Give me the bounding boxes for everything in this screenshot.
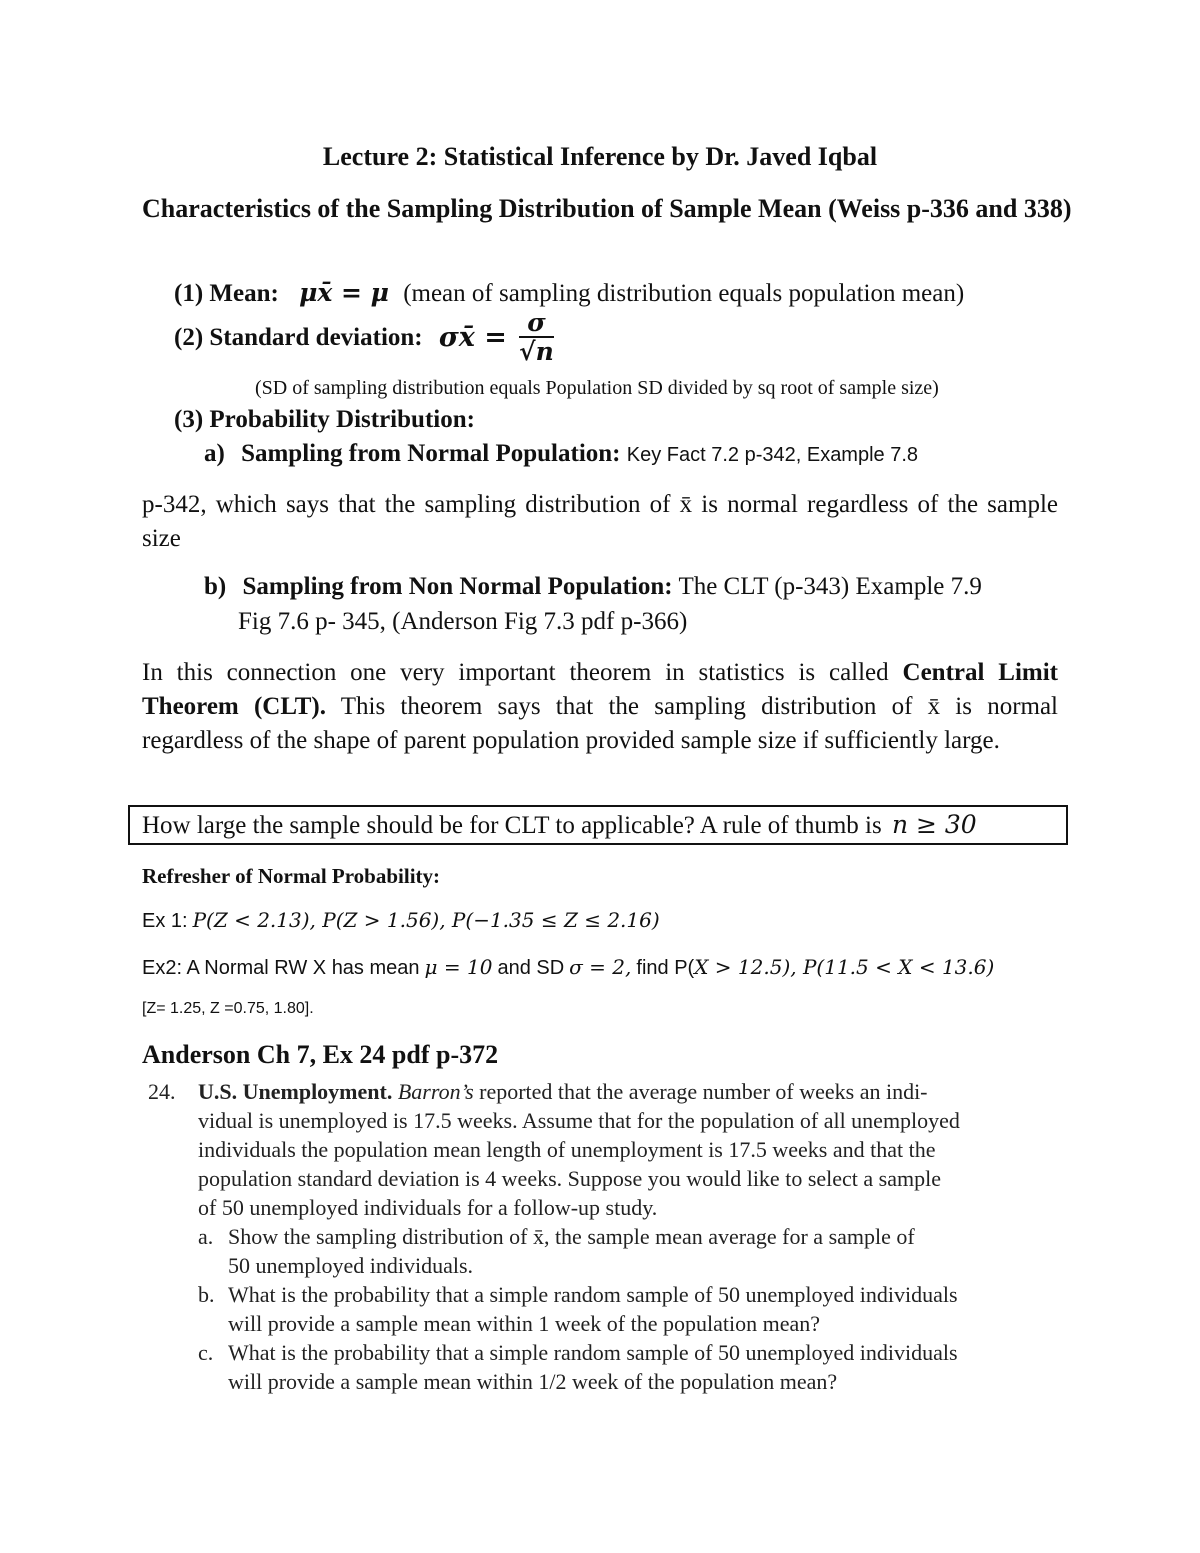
rule-of-thumb-box (128, 805, 1068, 845)
ex1 (142, 906, 660, 935)
part-a-label: a. (198, 1224, 214, 1249)
prob-label: (3) Probability Distribution: (174, 406, 475, 433)
problem-number: 24. (148, 1079, 176, 1104)
part-a (148, 1222, 1048, 1251)
sd-denominator: √n (519, 337, 554, 366)
mean-label: (1) Mean: (174, 280, 279, 307)
box-math: n ≥ 30 (891, 810, 977, 839)
prob-b-text: The CLT (p-343) Example 7.9 (678, 573, 982, 600)
mean-item (174, 277, 964, 310)
clt-post: This theorem says that the sampling distribution of x̄ is normal regardless of the shape of parent population provided sample size if sufficiently large. (142, 693, 1059, 754)
part-b-line2: will provide a sample mean within 1 week of the population mean? (228, 1311, 821, 1336)
prob-b-text2: Fig 7.6 p- 345, (Anderson Fig 7.3 pdf p-366) (238, 608, 688, 635)
sd-formula: σx̄ = (438, 322, 507, 353)
ex2-label: Ex2: A Normal RW X has mean (142, 957, 420, 979)
problem-line-5: of 50 unemployed individuals for a follow-up study. (198, 1195, 658, 1220)
clt-pre: In this connection one very important theorem in statistics is called (142, 659, 889, 686)
clt-bold: Central Limit Theorem (CLT). (142, 659, 1059, 720)
clt-paragraph (142, 656, 1058, 758)
part-c-line1: What is the probability that a simple random sample of 50 unemployed individuals (228, 1340, 958, 1365)
ex1-math: P(Z < 2.13), P(Z > 1.56), P(−1.35 ≤ Z ≤ 2.16) (192, 908, 660, 932)
sd-item (174, 310, 554, 366)
page-title: Lecture 2: Statistical Inference by Dr. Javed Iqbal (322, 142, 878, 171)
part-a-line1: Show the sampling distribution of x̄, the sample mean average for a sample of (228, 1224, 915, 1249)
problem-line-1 (148, 1077, 1048, 1106)
prob-b-bold: Sampling from Non Normal Population: (242, 573, 673, 600)
ex2-math2: σ = 2, (569, 955, 632, 979)
section-heading: Characteristics of the Sampling Distribution of Sample Mean (Weiss p-336 and 338) (142, 194, 1072, 223)
sd-numerator: σ (519, 310, 554, 338)
ex2 (142, 953, 994, 982)
answers: [Z= 1.25, Z =0.75, 1.80]. (142, 1000, 314, 1017)
ex2-mid: and SD (497, 957, 565, 979)
refresher-heading: Refresher of Normal Probability: (142, 864, 441, 888)
problem-text-1: reported that the average number of weeks an indi- (479, 1079, 928, 1104)
part-b (148, 1280, 1048, 1309)
problem-24 (148, 1077, 1048, 1396)
part-b-label: b. (198, 1282, 215, 1307)
prob-b-label: b) (204, 573, 227, 600)
sd-note: (SD of sampling distribution equals Population SD divided by sq root of sample size) (255, 377, 939, 399)
anderson-heading: Anderson Ch 7, Ex 24 pdf p-372 (142, 1040, 499, 1069)
mean-note: (mean of sampling distribution equals population mean) (403, 280, 965, 307)
prob-a (204, 438, 918, 471)
part-c-label: c. (198, 1340, 214, 1365)
prob-a-text: Key Fact 7.2 p-342, Example 7.8 (626, 444, 919, 466)
problem-line-4: population standard deviation is 4 weeks. Suppose you would like to select a sample (198, 1166, 941, 1191)
sd-label: (2) Standard deviation: (174, 324, 423, 351)
part-c (148, 1338, 1048, 1367)
prob-a-label: a) (204, 440, 225, 467)
part-a-line2: 50 unemployed individuals. (228, 1253, 474, 1278)
problem-line-3: individuals the population mean length of unemployment is 17.5 weeks and that the (198, 1137, 936, 1162)
prob-a-bold: Sampling from Normal Population: (241, 440, 621, 467)
mean-formula: μx̄ = μ (299, 278, 389, 307)
sd-fraction (519, 310, 554, 366)
ex1-label: Ex 1: (142, 910, 188, 932)
ex2-math3: X > 12.5), P(11.5 < X < 13.6) (694, 955, 995, 979)
problem-source: Barron’s (397, 1079, 474, 1104)
part-c-line2: will provide a sample mean within 1/2 week of the population mean? (228, 1369, 838, 1394)
ex2-find: find P( (636, 957, 695, 979)
part-b-line1: What is the probability that a simple random sample of 50 unemployed individuals (228, 1282, 958, 1307)
ex2-math1: μ = 10 (424, 955, 493, 979)
problem-title: U.S. Unemployment. (198, 1079, 393, 1104)
box-text: How large the sample should be for CLT to applicable? A rule of thumb is (142, 812, 882, 839)
prob-b (204, 571, 982, 603)
prob-a-paragraph: p-342, which says that the sampling distribution of x̄ is normal regardless of the sample size (142, 491, 1058, 552)
problem-line-2: vidual is unemployed is 17.5 weeks. Assume that for the population of all unemployed (198, 1108, 960, 1133)
